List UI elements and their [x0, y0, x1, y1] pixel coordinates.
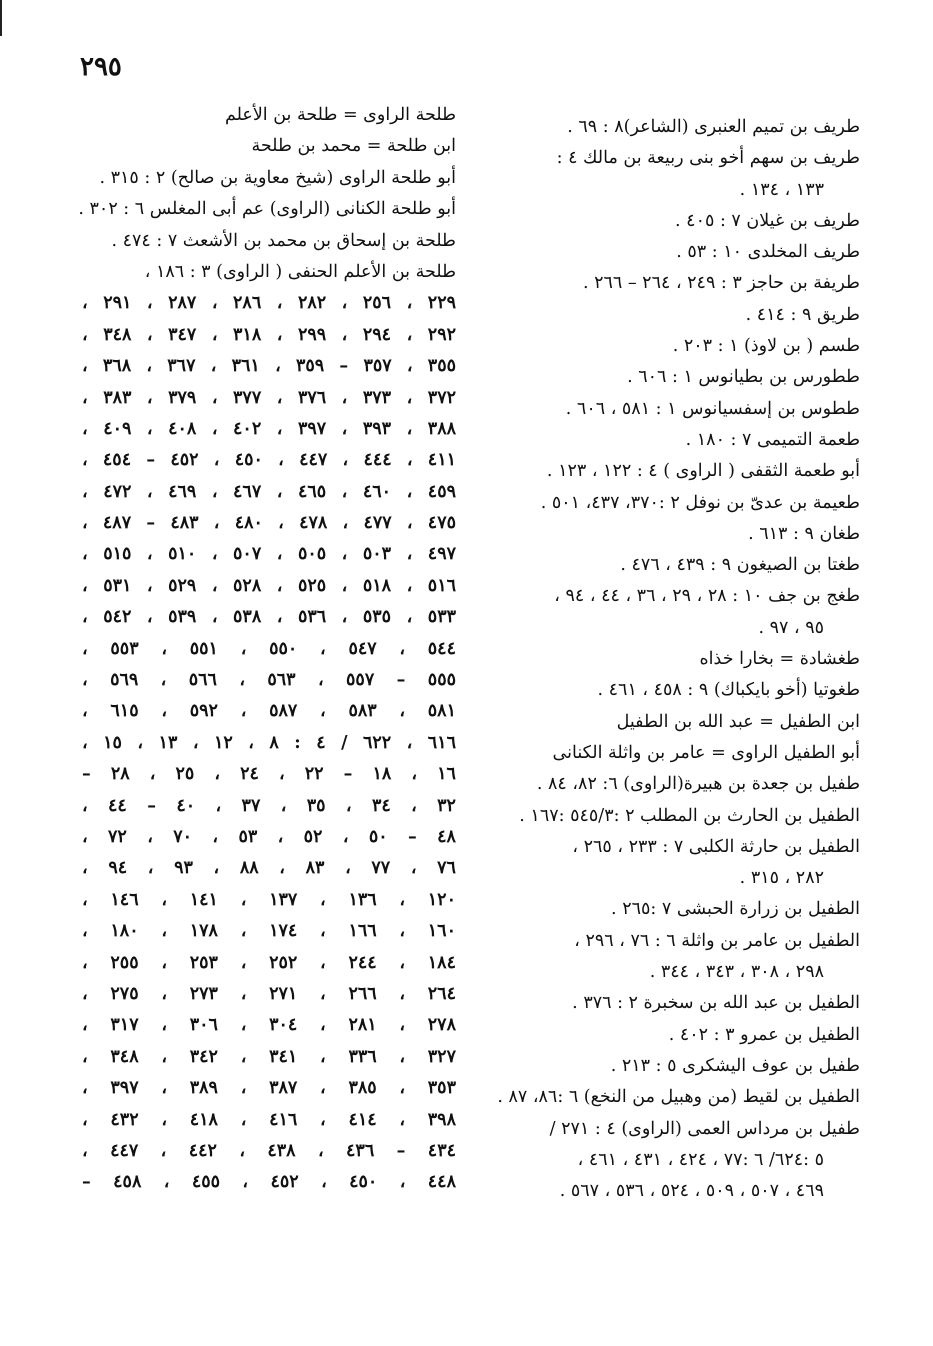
- index-entry-line: الطفيل بن عبد الله بن سخبرة ٢ : ٣٧٦ .: [572, 993, 860, 1014]
- index-entry-line: ٣٢ ، ٣٤ ، ٣٥ ، ٣٧ ، ٤٠ – ٤٤ ،: [82, 795, 456, 816]
- index-entry-line: طعيمة بن عدىّ بن نوفل ٢ :٣٧٠، ٤٣٧، ٥٠١ .: [540, 492, 860, 513]
- index-entry-line: ٦١٦ ، ٦٢٢ / ٤ : ٨ ، ١٢ ، ١٣ ، ١٥ ،: [82, 732, 456, 753]
- index-entry-line: ٢٩٢ ، ٢٩٤ ، ٢٩٩ ، ٣١٨ ، ٣٤٧ ، ٣٤٨ ،: [82, 324, 456, 345]
- index-column-right: [468, 112, 860, 1207]
- index-entry-line: ٣٥٥ ، ٣٥٧ – ٣٥٩ ، ٣٦١ ، ٣٦٧ ، ٣٦٨ ،: [82, 356, 456, 377]
- index-entry-line: طلحة بن إسحاق بن محمد بن الأشعث ٧ : ٤٧٤ .: [111, 230, 456, 251]
- index-entry-line: طفيل بن جعدة بن هبيرة(الراوى) ٦: ٨٢، ٨٤ .: [536, 774, 860, 795]
- index-entry-line: طريف المخلدى ١٠ : ٥٣ .: [676, 242, 860, 263]
- index-entry-line: ٤٣٤ – ٤٣٦ ، ٤٣٨ ، ٤٤٢ ، ٤٤٧ ،: [82, 1140, 456, 1161]
- index-entry-line: ٢٩٨ ، ٣٠٨ ، ٣٤٣ ، ٣٤٤ .: [649, 962, 824, 983]
- index-entry-line: طريق ٩ : ٤١٤ .: [745, 304, 860, 325]
- index-entry-line: الطفيل بن زرارة الحبشى ٧ :٢٦٥ .: [611, 899, 860, 920]
- index-entry-line: ٤٥٩ ، ٤٦٠ ، ٤٦٥ ، ٤٦٧ ، ٤٦٩ ، ٤٧٢ ،: [82, 481, 456, 502]
- index-entry-line: ٤٧٥ ، ٤٧٧ ، ٤٧٨ ، ٤٨٠ ، ٤٨٣ – ٤٨٧ ،: [82, 513, 456, 534]
- index-entry-line: طلحة بن الأعلم الحنفى ( الراوى) ٣ : ١٨٦ ،: [144, 261, 456, 282]
- index-entry-line: ٣٩٨ ، ٤١٤ ، ٤١٦ ، ٤١٨ ، ٤٣٢ ،: [82, 1109, 456, 1130]
- index-entry-line: ابن الطفيل = عبد الله بن الطفيل: [616, 711, 860, 732]
- index-entry-line: الطفيل بن عمرو ٣ : ٤٠٢ .: [668, 1024, 860, 1045]
- index-entry-line: ١٣٣ ، ١٣٤ .: [739, 179, 824, 200]
- index-entry-line: أبو طلحة الراوى (شيخ معاوية بن صالح) ٢ : ٣١٥ .: [99, 167, 456, 188]
- index-entry-line: الطفيل بن حارثة الكلبى ٧ : ٢٣٣ ، ٢٦٥ ،: [572, 836, 860, 857]
- index-entry-line: ٣٧٢ ، ٣٧٣ ، ٣٧٦ ، ٣٧٧ ، ٣٧٩ ، ٣٨٣ ،: [82, 387, 456, 408]
- index-entry-line: ططوس بن إسفسيانوس ١ : ٥٨١ ، ٦٠٦ .: [565, 398, 860, 419]
- index-entry-line: ٥٨١ ، ٥٨٣ ، ٥٨٧ ، ٥٩٢ ، ٦١٥ ،: [82, 701, 456, 722]
- index-entry-line: ٣٥٣ ، ٣٨٥ ، ٣٨٧ ، ٣٨٩ ، ٣٩٧ ،: [82, 1078, 456, 1099]
- index-entry-line: ٥١٦ ، ٥١٨ ، ٥٢٥ ، ٥٢٨ ، ٥٢٩ ، ٥٣١ ،: [82, 575, 456, 596]
- index-entry-line: ٤١١ ، ٤٤٤ ، ٤٤٧ ، ٤٥٠ ، ٤٥٢ – ٤٥٤ ،: [82, 450, 456, 471]
- index-entry-line: ٣٨٨ ، ٣٩٣ ، ٣٩٧ ، ٤٠٢ ، ٤٠٨ ، ٤٠٩ ،: [82, 418, 456, 439]
- index-entry-line: ١٢٠ ، ١٣٦ ، ١٣٧ ، ١٤١ ، ١٤٦ ،: [82, 889, 456, 910]
- index-entry-line: الطفيل بن الحارث بن المطلب ٢ :٥٤٥/٣ :١٦٧ .: [519, 805, 860, 826]
- index-entry-line: ابن طلحة = محمد بن طلحة: [251, 136, 456, 157]
- index-entry-line: ١٨٤ ، ٢٤٤ ، ٢٥٢ ، ٢٥٣ ، ٢٥٥ ،: [82, 952, 456, 973]
- index-entry-line: أبو الطفيل الراوى = عامر بن واثلة الكنانى: [552, 742, 860, 763]
- index-entry-line: طفيل بن عوف اليشكرى ٥ : ٢١٣ .: [610, 1055, 860, 1076]
- index-entry-line: ٥٤٤ ، ٥٤٧ ، ٥٥٠ ، ٥٥١ ، ٥٥٣ ،: [82, 638, 456, 659]
- index-entry-line: الطفيل بن لقيط (من وهبيل من النخع) ٦ :٨٦، ٨٧ .: [497, 1087, 860, 1108]
- index-entry-line: طلحة الراوى = طلحة بن الأعلم: [224, 105, 456, 125]
- index-entry-line: ٤٩٧ ، ٥٠٣ ، ٥٠٥ ، ٥٠٧ ، ٥١٠ ، ٥١٥ ،: [82, 544, 456, 565]
- index-entry-line: ٥٣٣ ، ٥٣٥ ، ٥٣٦ ، ٥٣٨ ، ٥٣٩ ، ٥٤٢ ،: [82, 607, 456, 628]
- index-entry-line: الطفيل بن عامر بن واثلة ٦ : ٧٦ ، ٢٩٦ ،: [574, 930, 860, 951]
- index-entry-line: أبو طلحة الكنانى (الراوى) عم أبى المغلس ٦ : ٣٠٢ .: [78, 199, 456, 220]
- index-entry-line: طغتا بن الصيغون ٩ : ٤٣٩ ، ٤٧٦ .: [620, 555, 860, 576]
- index-entry-line: ٧٦ ، ٧٧ ، ٨٣ ، ٨٨ ، ٩٣ ، ٩٤ ،: [82, 858, 456, 879]
- margin-rule: [0, 0, 2, 36]
- index-entry-line: ٤٨ – ٥٠ ، ٥٢ ، ٥٣ ، ٧٠ ، ٧٢ ،: [82, 826, 456, 847]
- index-column-left: [78, 100, 456, 1199]
- index-entry-line: ٣٢٧ ، ٣٣٦ ، ٣٤١ ، ٣٤٢ ، ٣٤٨ ،: [82, 1046, 456, 1067]
- index-entry-line: طعمة التميمى ٧ : ١٨٠ .: [685, 429, 860, 450]
- index-entry-line: ١٦٠ ، ١٦٦ ، ١٧٤ ، ١٧٨ ، ١٨٠ ،: [82, 921, 456, 942]
- index-entry-line: ٢٦٤ ، ٢٦٦ ، ٢٧١ ، ٢٧٣ ، ٢٧٥ ،: [82, 983, 456, 1004]
- index-entry-line: ٩٥ ، ٩٧ .: [758, 617, 824, 638]
- index-entry-line: ١٦ ، ١٨ – ٢٢ ، ٢٤ ، ٢٥ ، ٢٨ –: [82, 764, 456, 785]
- index-entry-line: ٢٧٨ ، ٢٨١ ، ٣٠٤ ، ٣٠٦ ، ٣١٧ ،: [82, 1015, 456, 1036]
- index-entry-line: طغج بن جف ١٠ : ٢٨ ، ٢٩ ، ٣٦ ، ٤٤ ، ٩٤ ،: [554, 586, 860, 607]
- index-entry-line: طريف بن تميم العنبرى (الشاعر)٨ : ٦٩ .: [567, 117, 860, 137]
- page-number: ٢٩٥: [80, 52, 122, 82]
- index-entry-line: طغان ٩ : ٦١٣ .: [748, 523, 860, 544]
- index-entry-line: ٢٨٢ ، ٣١٥ .: [739, 868, 824, 889]
- index-entry-line: طغوتيا (أخو بايكباك) ٩ : ٤٥٨ ، ٤٦١ .: [597, 680, 860, 701]
- index-entry-line: طغشادة = بخارا خذاه: [699, 649, 860, 670]
- index-entry-line: طريفة بن حاجز ٣ : ٢٤٩ ، ٢٦٤ – ٢٦٦ .: [582, 273, 860, 294]
- index-entry-line: ططورس بن بطيانوس ١ : ٦٠٦ .: [627, 367, 860, 388]
- index-entry-line: ٤٤٨ ، ٤٥٠ ، ٤٥٢ ، ٤٥٥ ، ٤٥٨ –: [82, 1172, 456, 1193]
- index-entry-line: ٤٦٩ ، ٥٠٧ ، ٥٠٩ ، ٥٢٤ ، ٥٣٦ ، ٥٦٧ .: [559, 1181, 824, 1202]
- index-entry-line: طسم ( بن لاوذ) ١ : ٢٠٣ .: [672, 336, 860, 357]
- index-entry-line: طفيل بن مرداس العمى (الراوى) ٤ : ٢٧١ /: [549, 1118, 860, 1139]
- index-entry-line: ٥ :٦٢٤/ ٦ :٧٧ ، ٤٢٤ ، ٤٣١ ، ٤٦١ ،: [577, 1149, 824, 1170]
- index-entry-line: ٥٥٥ – ٥٥٧ ، ٥٦٣ ، ٥٦٦ ، ٥٦٩ ،: [82, 670, 456, 691]
- index-entry-line: طريف بن سهم أخو بنى ربيعة بن مالك ٤ :: [556, 148, 860, 169]
- index-entry-line: أبو طعمة الثقفى ( الراوى ) ٤ : ١٢٢ ، ١٢٣ .: [546, 461, 860, 482]
- index-entry-line: ٢٢٩ ، ٢٥٦ ، ٢٨٢ ، ٢٨٦ ، ٢٨٧ ، ٢٩١ ،: [82, 293, 456, 314]
- index-entry-line: طريف بن غيلان ٧ : ٤٠٥ .: [675, 210, 860, 231]
